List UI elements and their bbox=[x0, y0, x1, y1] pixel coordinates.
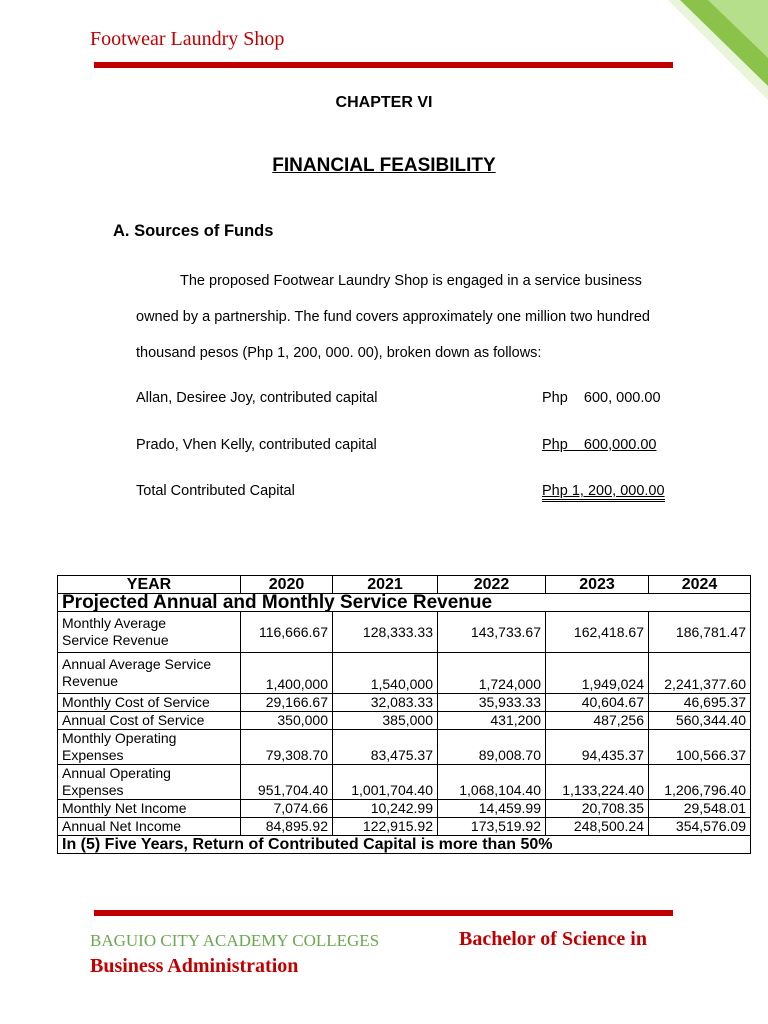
table-cell: 40,604.67 bbox=[546, 694, 649, 712]
table-row bbox=[58, 800, 751, 818]
header-rule bbox=[94, 62, 673, 68]
chapter-label: CHAPTER VI bbox=[335, 94, 433, 111]
table-footer: In (5) Five Years, Return of Contributed Capital is more than 50% bbox=[58, 836, 751, 854]
table-cell: 431,200 bbox=[438, 712, 546, 730]
table-cell: 951,704.40 bbox=[241, 765, 333, 800]
table-cell: 1,540,000 bbox=[333, 653, 438, 694]
table-cell: 10,242.99 bbox=[333, 800, 438, 818]
capital-total-label: Total Contributed Capital bbox=[136, 483, 295, 499]
table-cell: 1,400,000 bbox=[241, 653, 333, 694]
row-label: Revenue bbox=[62, 673, 119, 689]
table-banner: Projected Annual and Monthly Service Revenue bbox=[58, 594, 751, 612]
table-cell: 248,500.24 bbox=[546, 818, 649, 836]
column-header: 2021 bbox=[333, 576, 438, 594]
row-label: Annual Average Service bbox=[62, 656, 212, 672]
paragraph-line: owned by a partnership. The fund covers approximately one million two hundred bbox=[136, 309, 650, 325]
column-header: YEAR bbox=[58, 576, 241, 594]
capital-amount: Php 600,000.00 bbox=[542, 437, 657, 453]
table-cell: 1,001,704.40 bbox=[333, 765, 438, 800]
column-header: 2023 bbox=[546, 576, 649, 594]
table-cell: 162,418.67 bbox=[546, 612, 649, 653]
page-heading: FINANCIAL FEASIBILITY bbox=[272, 155, 496, 176]
capital-label: Allan, Desiree Joy, contributed capital bbox=[136, 390, 378, 406]
table-cell: 1,133,224.40 bbox=[546, 765, 649, 800]
row-label: Monthly Cost of Service bbox=[58, 694, 241, 712]
table-cell: 84,895.92 bbox=[241, 818, 333, 836]
paragraph-line: thousand pesos (Php 1, 200, 000. 00), broken down as follows: bbox=[136, 345, 542, 361]
table-row bbox=[58, 765, 751, 800]
table-cell: 350,000 bbox=[241, 712, 333, 730]
table-cell: 100,566.37 bbox=[649, 730, 751, 765]
table-cell: 560,344.40 bbox=[649, 712, 751, 730]
table-row bbox=[58, 730, 751, 765]
table-cell: 2,241,377.60 bbox=[649, 653, 751, 694]
table-cell: 143,733.67 bbox=[438, 612, 546, 653]
capital-amount: Php 600, 000.00 bbox=[542, 390, 661, 406]
header-title: Footwear Laundry Shop bbox=[90, 28, 285, 50]
table-cell: 89,008.70 bbox=[438, 730, 546, 765]
table-cell: 79,308.70 bbox=[241, 730, 333, 765]
table-cell: 1,068,104.40 bbox=[438, 765, 546, 800]
table-cell: 385,000 bbox=[333, 712, 438, 730]
table-cell: 1,206,796.40 bbox=[649, 765, 751, 800]
table-cell: 122,915.92 bbox=[333, 818, 438, 836]
paragraph-line: The proposed Footwear Laundry Shop is engaged in a service business bbox=[180, 273, 642, 289]
table-cell: 1,949,024 bbox=[546, 653, 649, 694]
column-header: 2024 bbox=[649, 576, 751, 594]
row-label: Expenses bbox=[62, 747, 124, 763]
row-label: Monthly Net Income bbox=[58, 800, 241, 818]
row-label: Annual Net Income bbox=[58, 818, 241, 836]
table-cell: 94,435.37 bbox=[546, 730, 649, 765]
capital-total-amount: Php 1, 200, 000.00 bbox=[542, 483, 665, 502]
table-cell: 116,666.67 bbox=[241, 612, 333, 653]
table-cell: 35,933.33 bbox=[438, 694, 546, 712]
table-cell: 46,695.37 bbox=[649, 694, 751, 712]
table-row bbox=[58, 712, 751, 730]
table-cell: 128,333.33 bbox=[333, 612, 438, 653]
row-label: Monthly Average bbox=[62, 615, 167, 631]
section-heading: A. Sources of Funds bbox=[113, 222, 274, 240]
table-cell: 487,256 bbox=[546, 712, 649, 730]
table-row bbox=[58, 818, 751, 836]
row-label: Annual Cost of Service bbox=[58, 712, 241, 730]
table-cell: 1,724,000 bbox=[438, 653, 546, 694]
table-row bbox=[58, 694, 751, 712]
table-header-row bbox=[58, 576, 751, 594]
college-name: BAGUIO CITY ACADEMY COLLEGES bbox=[90, 931, 380, 950]
program-line-1: Bachelor of Science in bbox=[459, 928, 647, 950]
row-label: Annual Operating bbox=[62, 765, 171, 781]
table-cell: 32,083.33 bbox=[333, 694, 438, 712]
corner-decoration bbox=[668, 0, 768, 100]
table-cell: 83,475.37 bbox=[333, 730, 438, 765]
table-cell: 7,074.66 bbox=[241, 800, 333, 818]
row-label: Monthly Operating bbox=[62, 730, 177, 746]
table-row bbox=[58, 653, 751, 694]
row-label: Expenses bbox=[62, 782, 124, 798]
table-cell: 173,519.92 bbox=[438, 818, 546, 836]
column-header: 2022 bbox=[438, 576, 546, 594]
table-cell: 29,548.01 bbox=[649, 800, 751, 818]
column-header: 2020 bbox=[241, 576, 333, 594]
capital-label: Prado, Vhen Kelly, contributed capital bbox=[136, 437, 377, 453]
table-cell: 29,166.67 bbox=[241, 694, 333, 712]
financial-table bbox=[57, 575, 751, 854]
table-row bbox=[58, 612, 751, 653]
table-cell: 354,576.09 bbox=[649, 818, 751, 836]
footer-rule bbox=[94, 910, 673, 916]
table-cell: 14,459.99 bbox=[438, 800, 546, 818]
row-label: Service Revenue bbox=[62, 632, 169, 648]
table-cell: 186,781.47 bbox=[649, 612, 751, 653]
table-cell: 20,708.35 bbox=[546, 800, 649, 818]
program-line-2: Business Administration bbox=[90, 955, 299, 977]
